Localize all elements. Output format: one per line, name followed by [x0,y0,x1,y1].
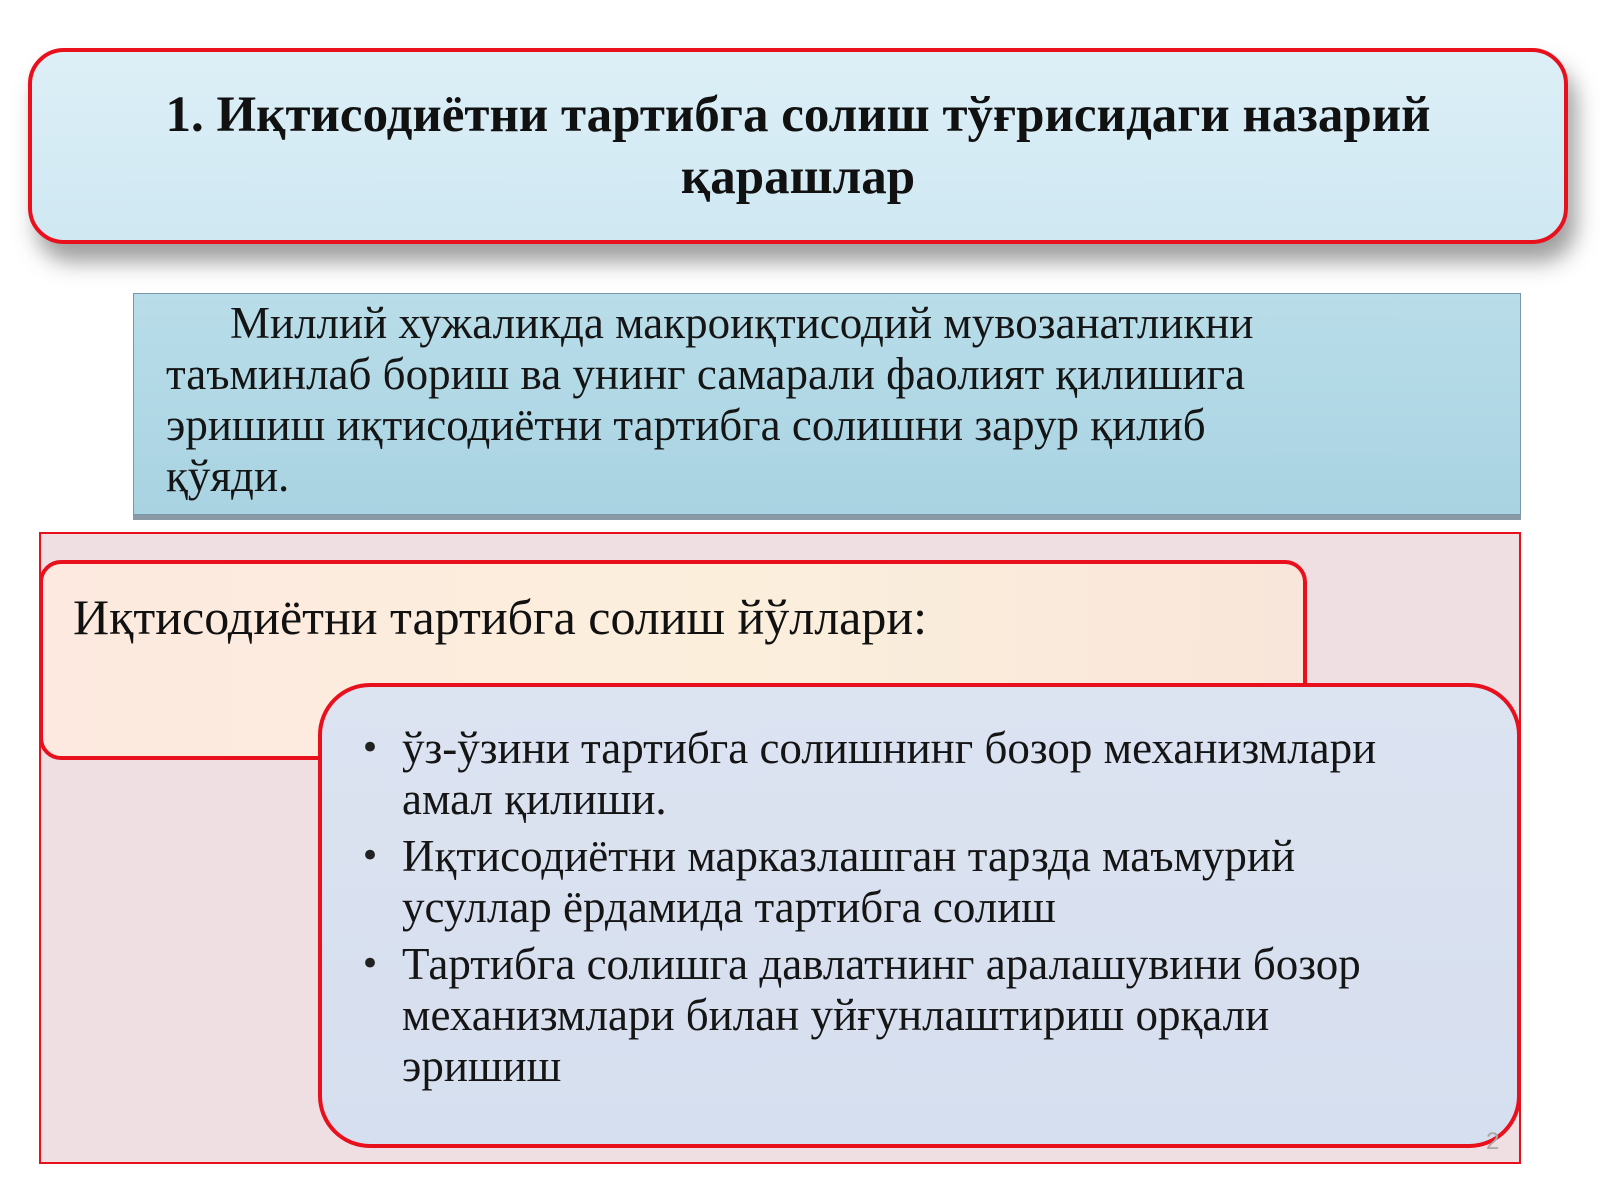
slide-title-line-1: 1. Иқтисодиётни тартибга солиш тўғрисидаги назарий [165,87,1431,143]
methods-list-item-1 [360,723,1487,825]
intro-line-2: таъминлаб бориш ва унинг самарали фаолият қилишига [166,349,1246,399]
intro-line-3: эришиш иқтисодиётни тартибга солишни зарур қилиб [166,400,1206,450]
methods-item-2-line-1: Иқтисодиётни марказлашган тарзда маъмурий [402,831,1296,881]
methods-list [360,723,1487,1092]
page-number: 2 [1486,1128,1500,1155]
methods-box [318,683,1521,1148]
intro-line-1: Миллий хужаликда макроиқтисодий мувозанатликни [230,298,1254,348]
methods-item-3-line-3: эришиш [402,1041,562,1091]
bullet-icon: • [360,728,381,768]
slide-title-box [28,48,1568,244]
methods-item-3-line-2: механизмлари билан уйғунлаштириш орқали [402,990,1270,1040]
slide-title-line-2: қарашлар [680,149,916,205]
ways-heading: Иқтисодиётни тартибга солиш йўллари: [73,589,928,645]
methods-item-1-line-2: амал қилиши. [402,774,667,824]
methods-item-3-line-1: Тартибга солишга давлатнинг аралашувини бозор [402,939,1361,989]
methods-list-item-3 [360,939,1487,1092]
intro-line-4: қўяди. [166,451,290,501]
bullet-icon: • [360,944,381,984]
methods-item-1-line-1: ўз-ўзини тартибга солишнинг бозор механизмлари [402,723,1377,773]
intro-text-box [133,293,1521,515]
methods-item-2-line-2: усуллар ёрдамида тартибга солиш [402,882,1056,932]
bullet-icon: • [360,836,381,876]
methods-list-item-2 [360,831,1487,933]
